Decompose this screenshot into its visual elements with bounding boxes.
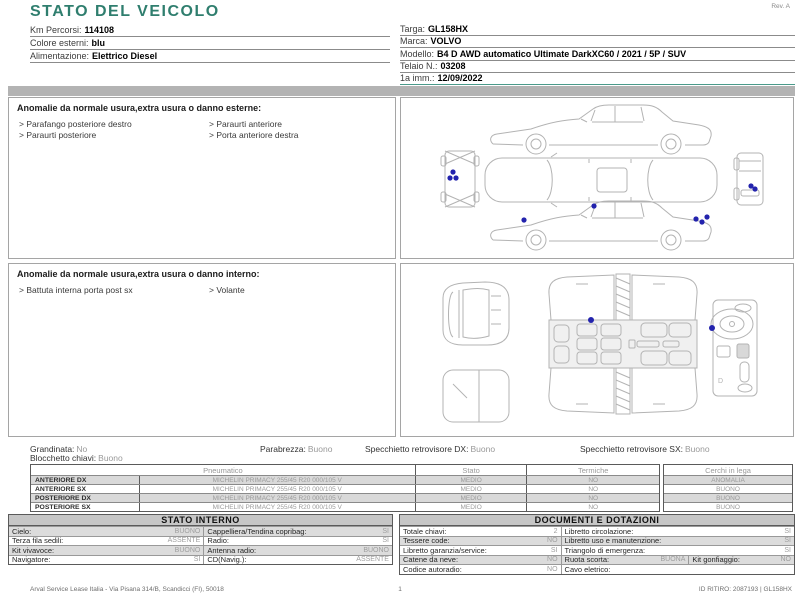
tyre-table xyxy=(30,464,660,512)
internal-anomalies-title: Anomalie da normale usura,extra usura o danno interno: xyxy=(17,269,260,279)
table-row: POSTERIORE SX MICHELIN PRIMACY 255/45 R20 000/105 V MEDIO NO xyxy=(31,502,659,511)
documenti-title: DOCUMENTI E DOTAZIONI xyxy=(400,515,794,526)
tyre-table-header xyxy=(31,465,659,475)
info-value: B4 D AWD automatico Ultimate DarkXC60 / 2021 / 5P / SUV xyxy=(437,48,687,59)
info-label: Marca: xyxy=(400,36,428,47)
info-label: Alimentazione: xyxy=(30,51,90,61)
table-row: Libretto garanzia/service: SI Triangolo di emergenza: SI xyxy=(400,545,794,555)
summary-parabrezza: Parabrezza: Buono xyxy=(260,444,333,454)
external-anomalies-panel xyxy=(8,97,396,259)
info-label: 1a imm.: xyxy=(400,72,435,83)
dashboard-view xyxy=(711,300,757,396)
svg-text:D: D xyxy=(718,378,724,385)
table-row: Navigatore: SI CD(Navig.): ASSENTE xyxy=(9,555,392,565)
info-value: blu xyxy=(91,38,106,48)
cabin-view xyxy=(549,274,697,414)
table-row: Terza fila sedili: ASSENTE Radio: SI xyxy=(9,536,392,546)
info-value: Elettrico Diesel xyxy=(92,51,158,61)
info-value: 03208 xyxy=(440,60,466,71)
info-label: Telaio N.: xyxy=(400,60,438,71)
col-header-termiche: Termiche xyxy=(526,465,659,475)
vehicle-info-left xyxy=(30,24,390,63)
car-rear-view xyxy=(441,151,479,207)
external-damage-diagram xyxy=(401,98,793,258)
vehicle-info-right xyxy=(400,24,795,85)
table-row: BUONO xyxy=(664,484,792,493)
info-label: Targa: xyxy=(400,24,426,35)
summary-grandinata: Grandinata: No xyxy=(30,444,88,454)
table-row: Catene da neve: NO Ruota scorta: BUONA Kit gonfiaggio: NO xyxy=(400,555,794,565)
revision-label: Rev. A xyxy=(771,3,790,10)
car-side-view-bottom xyxy=(491,201,712,250)
external-anomalies-title: Anomalie da normale usura,extra usura o danno esterne: xyxy=(17,103,262,113)
footer-page-number: 1 xyxy=(398,586,402,593)
info-row-targa xyxy=(400,24,795,36)
internal-anomalies-col1 xyxy=(19,285,133,296)
seat-view xyxy=(443,282,509,345)
interior-diagram-panel xyxy=(400,263,794,437)
info-label: Modello: xyxy=(400,48,435,59)
internal-anomalies-col2 xyxy=(209,285,245,296)
table-row: Cielo: BUONO Cappelliera/Tendina copribag: SI xyxy=(9,526,392,536)
table-row: ANTERIORE SX MICHELIN PRIMACY 255/45 R20 000/105 V MEDIO NO xyxy=(31,484,659,493)
table-row: POSTERIORE DX MICHELIN PRIMACY 255/45 R20 000/105 V MEDIO NO xyxy=(31,493,659,502)
info-row-colore xyxy=(30,37,390,50)
table-row: Kit vivavoce: BUONO Antenna radio: BUONO xyxy=(9,545,392,555)
info-value: VOLVO xyxy=(430,36,462,47)
interior-diagram xyxy=(401,264,793,436)
external-damage-diagram-panel xyxy=(400,97,794,259)
page-title: STATO DEL VEICOLO xyxy=(30,3,220,20)
table-row: BUONO xyxy=(664,493,792,502)
anomaly-item: > Parafango posteriore destro xyxy=(19,119,132,129)
info-row-immatricolazione xyxy=(400,73,795,85)
info-row-km xyxy=(30,24,390,37)
col-header-cerchi: Cerchi in lega xyxy=(705,465,751,475)
table-row: ANOMALIA xyxy=(664,475,792,484)
footer-address: Arval Service Lease Italia - Via Pisana 314/B, Scandicci (FI), 50018 xyxy=(30,586,224,593)
damage-markers-external xyxy=(447,169,757,224)
info-label: Colore esterni: xyxy=(30,38,89,48)
car-top-view xyxy=(485,153,717,207)
external-anomalies-col1 xyxy=(19,119,132,141)
rims-table xyxy=(663,464,793,512)
info-row-marca xyxy=(400,36,795,48)
rims-table-header xyxy=(664,465,792,475)
table-row: Codice autoradio: NO Cavo eletrico: xyxy=(400,564,794,574)
anomaly-item: > Paraurti posteriore xyxy=(19,130,97,140)
anomaly-item: > Volante xyxy=(209,285,245,295)
summary-blocchetto-chiavi: Blocchetto chiavi: Buono xyxy=(30,453,123,463)
anomaly-item: > Porta anteriore destra xyxy=(209,130,299,140)
info-row-modello xyxy=(400,48,795,60)
info-value: 12/09/2022 xyxy=(437,72,483,83)
col-header-stato: Stato xyxy=(415,465,527,475)
anomaly-item: > Paraurti anteriore xyxy=(209,119,282,129)
trunk-view xyxy=(443,370,509,422)
section-divider-bar xyxy=(8,86,795,96)
info-row-alimentazione xyxy=(30,50,390,63)
stato-interno-table xyxy=(8,514,393,565)
info-row-telaio xyxy=(400,61,795,73)
info-label: Km Percorsi: xyxy=(30,25,82,35)
stato-interno-title: STATO INTERNO xyxy=(9,515,392,526)
table-row: Totale chiavi: 2 Libretto circolazione: SI xyxy=(400,526,794,536)
col-header-pneumatico: Pneumatico xyxy=(203,465,243,475)
car-side-view-top xyxy=(491,105,712,154)
external-anomalies-col2 xyxy=(209,119,299,141)
summary-specchietto-sx: Specchietto retrovisore SX: Buono xyxy=(580,444,710,454)
table-row: ANTERIORE DX MICHELIN PRIMACY 255/45 R20 000/105 V MEDIO NO xyxy=(31,475,659,484)
summary-specchietto-dx: Specchietto retrovisore DX: Buono xyxy=(365,444,496,454)
car-front-view xyxy=(734,153,763,205)
internal-anomalies-panel xyxy=(8,263,396,437)
documenti-dotazioni-table xyxy=(399,514,795,575)
table-row: BUONO xyxy=(664,502,792,511)
anomaly-item: > Battuta interna porta post sx xyxy=(19,285,133,295)
footer-id-ritiro: ID RITIRO: 2087193 | GL158HX xyxy=(698,586,792,593)
table-row: Tessere code: NO Libretto uso e manutenzione: SI xyxy=(400,536,794,546)
info-value: GL158HX xyxy=(428,24,469,35)
info-value: 114108 xyxy=(84,25,115,35)
